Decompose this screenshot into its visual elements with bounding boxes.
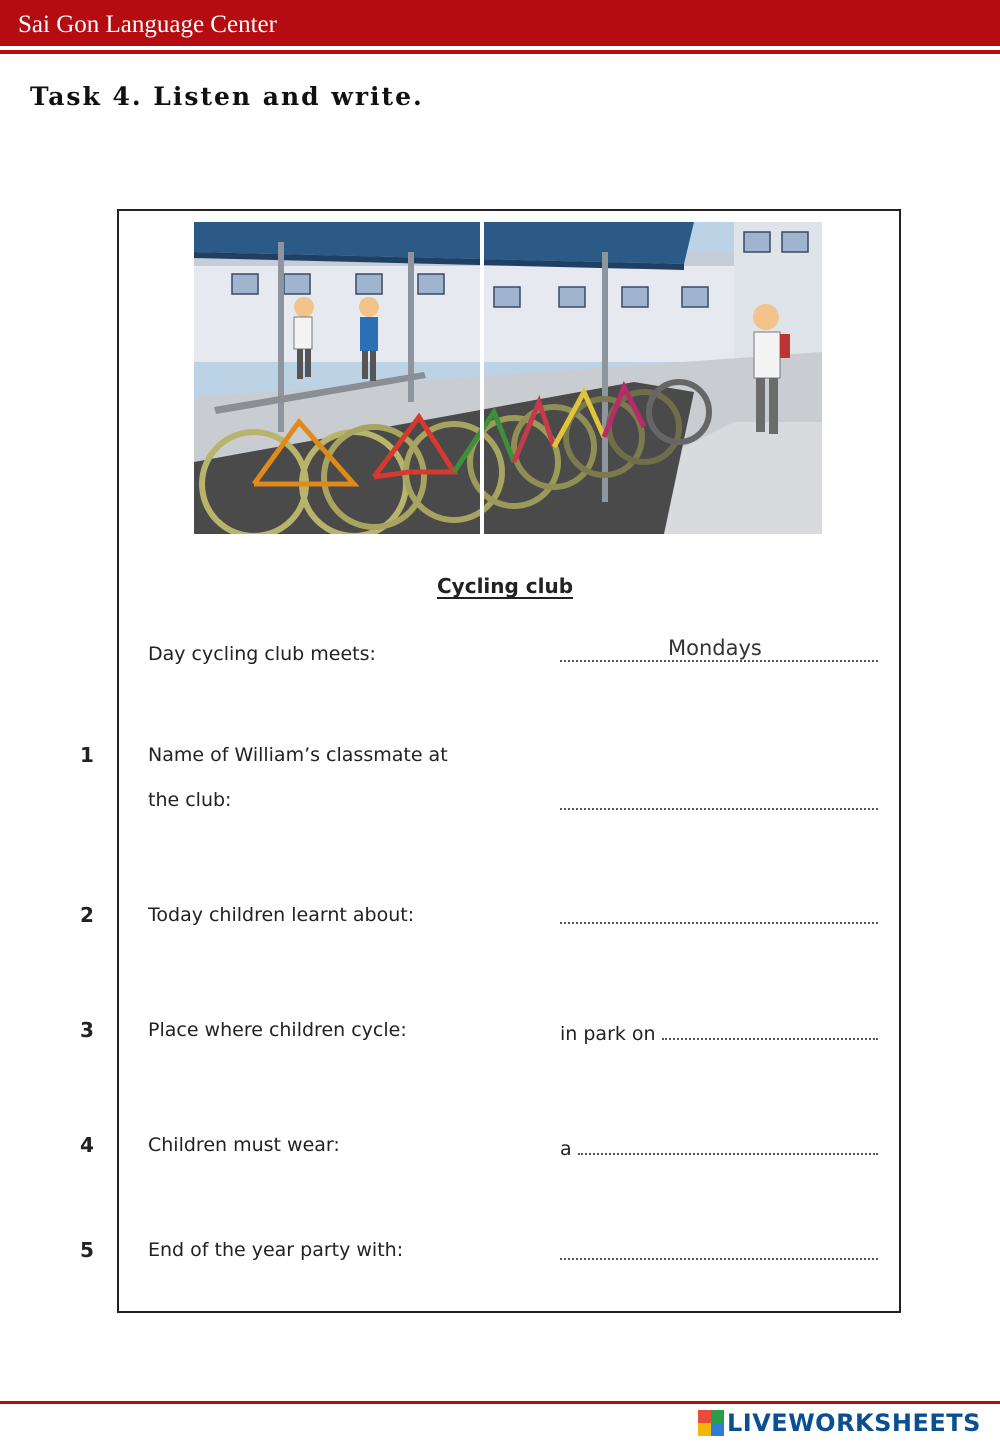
- answer-dotted-line: [578, 1153, 878, 1155]
- question-prompt: Today children learnt about:: [148, 904, 415, 926]
- bike-shed-illustration: [194, 222, 822, 534]
- question-prompt-continued: the club:: [148, 789, 232, 811]
- answer-dotted-line: [560, 1258, 878, 1260]
- header-bar: [0, 0, 1000, 46]
- question-prompt: Children must wear:: [148, 1134, 340, 1156]
- answer-field[interactable]: [560, 1016, 878, 1046]
- question-number: 5: [80, 1238, 94, 1262]
- answer-field[interactable]: [560, 900, 878, 930]
- answer-dotted-line: [662, 1038, 878, 1040]
- answer-field[interactable]: [560, 786, 878, 816]
- example-answer: Mondays: [668, 636, 762, 660]
- question-prompt: Place where children cycle:: [148, 1019, 407, 1041]
- answer-dotted-line: [560, 808, 878, 810]
- example-dotted-line: [560, 660, 878, 662]
- answer-field[interactable]: [560, 1131, 878, 1161]
- header-divider: [0, 50, 1000, 54]
- question-prompt: End of the year party with:: [148, 1239, 404, 1261]
- footer-divider: [0, 1401, 1000, 1404]
- answer-field[interactable]: [560, 1236, 878, 1266]
- liveworksheets-icon: [698, 1410, 724, 1436]
- question-prompt: Name of William’s classmate at: [148, 744, 448, 766]
- answer-prefix: a: [560, 1138, 578, 1160]
- task-title: Task 4. Listen and write.: [30, 82, 424, 111]
- answer-dotted-line: [560, 922, 878, 924]
- liveworksheets-brand: LIVEWORKSHEETS: [727, 1409, 981, 1437]
- example-prompt: Day cycling club meets:: [148, 643, 376, 665]
- liveworksheets-logo[interactable]: [698, 1409, 981, 1437]
- question-number: 2: [80, 903, 94, 927]
- header-title: Sai Gon Language Center: [18, 11, 277, 38]
- question-number: 1: [80, 743, 94, 767]
- answer-prefix: in park on: [560, 1023, 662, 1045]
- club-heading: Cycling club: [437, 574, 574, 598]
- question-number: 3: [80, 1018, 94, 1042]
- question-number: 4: [80, 1133, 94, 1157]
